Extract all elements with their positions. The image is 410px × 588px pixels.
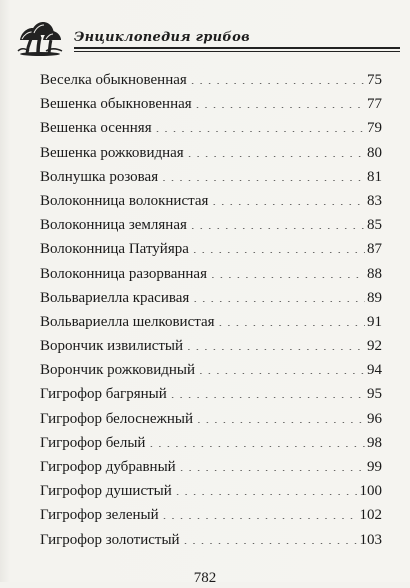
toc-entry-title: Волнушка розовая — [40, 168, 159, 185]
toc-entry-title: Гигрофор золотистый — [40, 531, 180, 548]
dot-leader — [191, 214, 365, 229]
toc-entry-title: Вольвариелла шелковистая — [40, 313, 215, 330]
toc-entry-page: 77 — [367, 96, 382, 113]
dot-leader — [197, 408, 365, 423]
toc-entry-title: Веселка обыкновенная — [40, 72, 187, 88]
toc-entry — [40, 382, 382, 406]
toc-entry-title: Вешенка осенняя — [40, 120, 152, 137]
toc-entry-page: 98 — [367, 434, 382, 451]
toc-entry-page: 103 — [359, 531, 382, 548]
toc-entry-title: Вешенка обыкновенная — [40, 96, 192, 113]
toc-entry — [40, 189, 382, 213]
page-number: 782 — [193, 570, 217, 586]
toc-entry — [40, 334, 382, 358]
dot-leader — [212, 190, 365, 205]
toc-entry — [40, 431, 382, 455]
toc-entry — [40, 479, 382, 503]
toc-entry-title: Волоконница Патуйяра — [40, 241, 189, 258]
toc-entry-title: Вешенка рожковидная — [40, 144, 184, 161]
header-rule-thin — [74, 51, 400, 52]
dot-leader — [184, 529, 358, 544]
toc-entry-page: 87 — [367, 241, 382, 258]
dot-leader — [199, 359, 365, 374]
toc-entry-page: 85 — [367, 217, 382, 234]
dot-leader — [193, 287, 365, 302]
toc-entry-page: 81 — [367, 168, 382, 185]
dot-leader — [219, 311, 365, 326]
toc-entry — [40, 358, 382, 382]
toc-entry-page: 91 — [367, 313, 382, 330]
toc-entry-title: Гигрофор белый — [40, 434, 146, 451]
mushroom-cluster-icon — [16, 20, 64, 56]
toc-entry-page: 99 — [367, 459, 382, 475]
toc-entry-title: Волоконница разорванная — [40, 265, 207, 282]
toc-entry-page: 75 — [367, 72, 382, 88]
toc-entry-page: 92 — [367, 338, 382, 355]
toc-entry-page: 96 — [367, 410, 382, 427]
toc-entry-page: 95 — [367, 386, 382, 403]
dot-leader — [180, 456, 365, 471]
dot-leader — [211, 263, 365, 278]
toc-entry — [40, 213, 382, 237]
toc-entry — [40, 92, 382, 116]
dot-leader — [156, 117, 365, 132]
header-title: Энциклопедия грибов — [74, 30, 250, 45]
dot-leader — [193, 238, 365, 253]
toc-entry — [40, 528, 382, 552]
toc-entry-page: 88 — [367, 265, 382, 282]
dot-leader — [162, 166, 365, 181]
toc-entry — [40, 116, 382, 140]
toc-entry — [40, 503, 382, 527]
toc-entry-title: Ворончик извилистый — [40, 338, 184, 355]
dot-leader — [188, 142, 365, 157]
toc-entry-page: 100 — [359, 483, 382, 500]
toc-entry-title: Гигрофор дубравный — [40, 459, 176, 475]
toc-entry-title: Вольвариелла красивая — [40, 289, 190, 306]
dot-leader — [191, 69, 365, 84]
toc-entry-title: Гигрофор белоснежный — [40, 410, 194, 427]
table-of-contents — [40, 68, 382, 552]
dot-leader — [176, 480, 358, 495]
toc-entry-title: Волоконница земляная — [40, 217, 187, 234]
dot-leader — [149, 432, 365, 447]
toc-entry-page: 102 — [359, 507, 382, 524]
header-rule — [74, 47, 400, 49]
dot-leader — [163, 504, 358, 519]
toc-entry-title: Гигрофор душистый — [40, 483, 172, 500]
toc-entry-page: 94 — [367, 362, 382, 379]
toc-entry-page: 83 — [367, 192, 382, 209]
dot-leader — [171, 383, 365, 398]
dot-leader — [187, 335, 365, 350]
toc-entry — [40, 165, 382, 189]
toc-entry — [40, 237, 382, 261]
toc-entry — [40, 286, 382, 310]
running-header — [16, 20, 408, 58]
toc-entry-page: 79 — [367, 120, 382, 137]
toc-entry-title: Волоконница волокнистая — [40, 192, 209, 209]
toc-entry — [40, 310, 382, 334]
toc-entry — [40, 455, 382, 479]
toc-entry — [40, 141, 382, 165]
toc-entry — [40, 407, 382, 431]
toc-entry — [40, 262, 382, 286]
toc-entry-title: Гигрофор зеленый — [40, 507, 159, 524]
toc-entry-page: 80 — [367, 144, 382, 161]
toc-entry-page: 89 — [367, 289, 382, 306]
toc-entry-title: Ворончик рожковидный — [40, 362, 196, 379]
toc-entry-title: Гигрофор багряный — [40, 386, 167, 403]
toc-entry — [40, 68, 382, 92]
dot-leader — [196, 93, 365, 108]
